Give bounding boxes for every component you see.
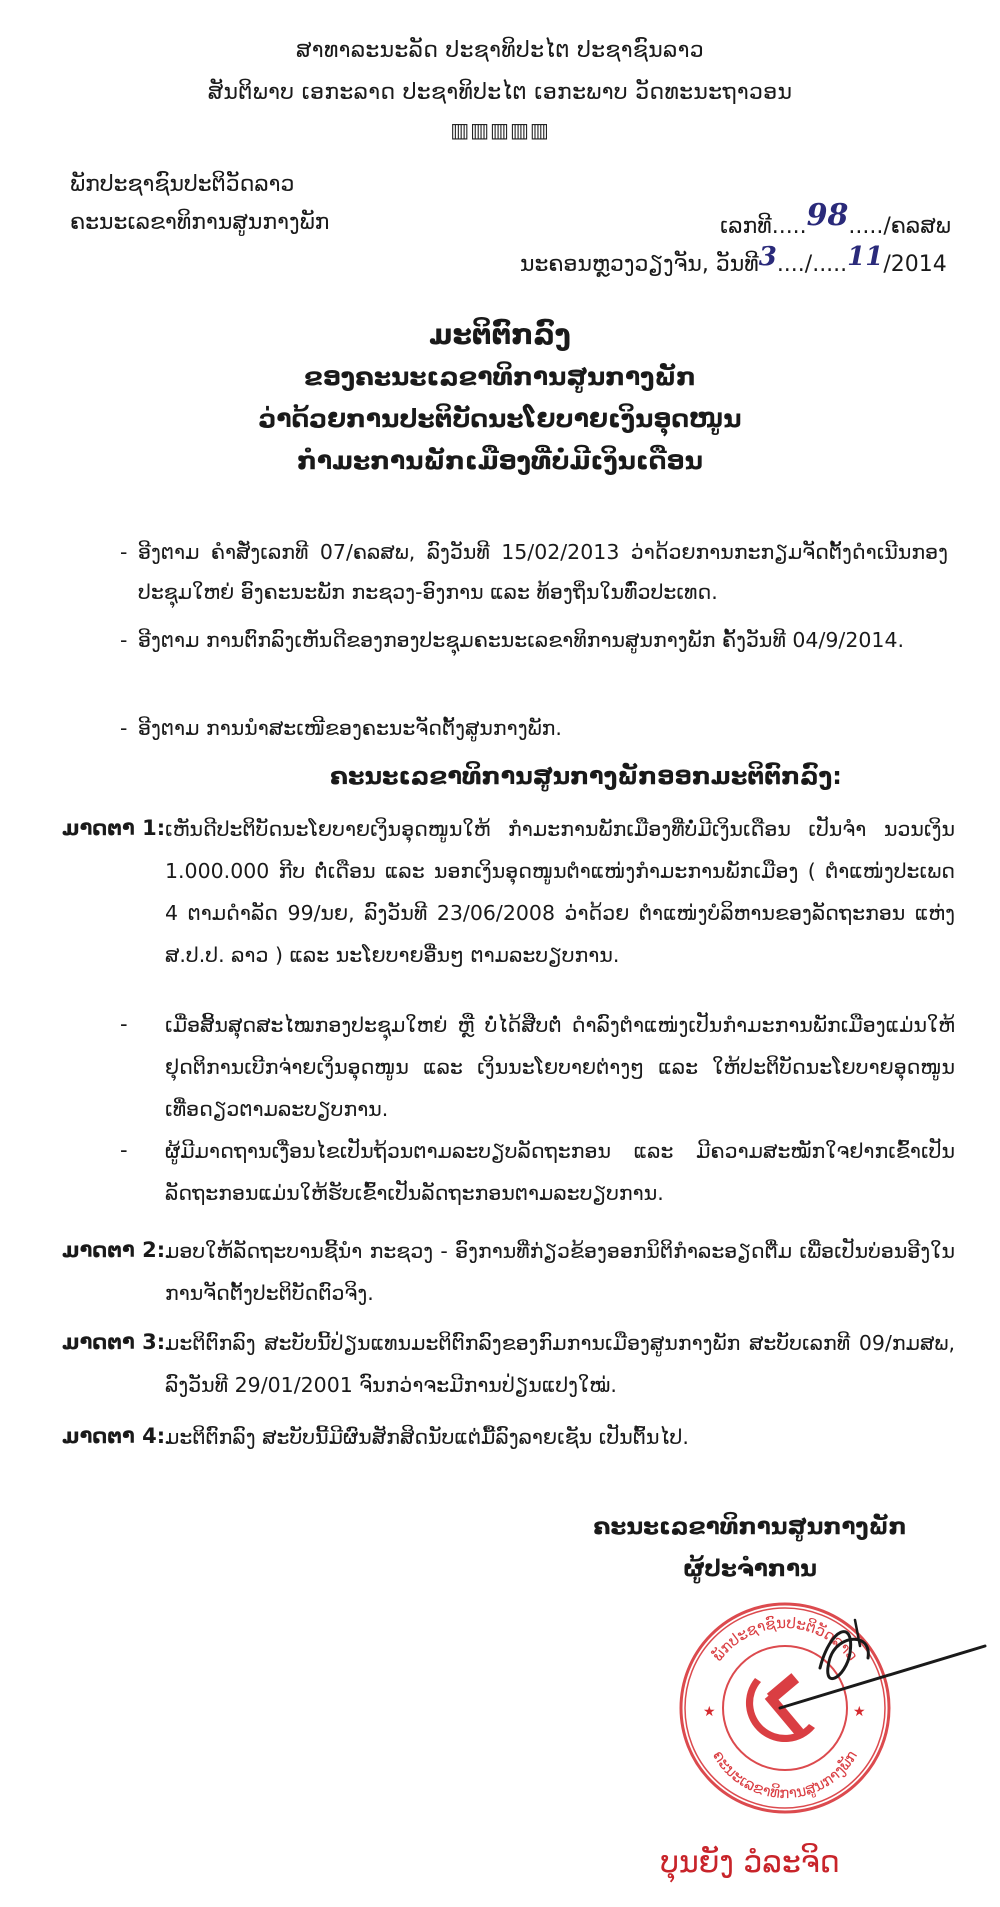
reference-number-prefix: ເລກທີ..... — [720, 214, 807, 239]
article-1-label: ມາດຕາ 1: — [62, 816, 166, 840]
place-date-prefix: ນະຄອນຫຼວງວຽງຈັນ, ວັນທີ — [520, 252, 759, 277]
reference-item-2 — [120, 620, 948, 660]
ornament-divider: ▥▥▥▥▥ — [450, 118, 550, 142]
place-date — [520, 242, 947, 278]
reference-item-1 — [120, 532, 948, 612]
date-separator: ..../..... — [776, 252, 848, 277]
signature-committee: ຄະນະເລຂາທິການສູນກາງພັກ — [593, 1514, 907, 1540]
reference-dash: - — [120, 540, 128, 564]
document-title: ມະຕິຕົກລົງ — [429, 318, 571, 351]
document-subtitle-3: ກຳມະການພັກເມືອງທີ່ບໍ່ມີເງິນເດືອນ — [297, 446, 703, 475]
national-motto: ສັນຕິພາບ ເອກະລາດ ປະຊາທິປະໄຕ ເອກະພາບ ວັດທະນະຖາວອນ — [207, 80, 793, 105]
article-3-text: ມະຕິຕົກລົງ ສະບັບນີ້ປ່ຽນແທນມະຕິຕົກລົງຂອງກົມການເມືອງສູນກາງພັກ ສະບັບເລກທີ 09/ກມສພ, ລົງວັນທີ 29/01/2001 ຈົນກວ່າຈະມີການປ່ຽນແປງໃໝ່. — [165, 1331, 955, 1397]
document-subtitle-1: ຂອງຄະນະເລຂາທິການສູນກາງພັກ — [304, 362, 696, 391]
star-left-icon: ★ — [703, 1704, 716, 1720]
article-4-text: ມະຕິຕົກລົງ ສະບັບນີ້ມີຜົນສັກສິດນັບແຕ່ມື້ລົງລາຍເຊັນ ເປັນຕົ້ນໄປ. — [165, 1425, 689, 1449]
reference-dash: - — [120, 716, 128, 740]
stamp-top-text: ພັກປະຊາຊົນປະຕິວັດລາວ — [708, 1613, 862, 1665]
article-2-label: ມາດຕາ 2: — [62, 1238, 166, 1262]
article-1-text: ເຫັນດີປະຕິບັດນະໂຍບາຍເງິນອຸດໜູນໃຫ້ ກຳມະການພັກເມືອງທີ່ບໍ່ມີເງິນເດືອນ ເປັນຈຳ ນວນເງິນ 1.000.000 ກີບ ຕໍ່ເດືອນ ແລະ ນອກເງິນອຸດໜູນຕຳແໜ່ງກຳມະການພັກເມືອງ ( ຕຳແໜ່ງປະເພດ 4 ຕາມດຳລັດ 99/ນຍ, ລົງວັນທີ 23/06/2008 ວ່າດ້ວຍ ຕຳແໜ່ງບໍລິຫານຂອງລັດຖະກອນ ແຫ່ງ ສ.ປ.ປ. ລາວ ) ແລະ ນະໂຍບາຍອື່ນໆ ຕາມລະບຽບການ. — [165, 817, 955, 967]
reference-text: ອີງຕາມ ການຕົກລົງເຫັນດີຂອງກອງປະຊຸມຄະນະເລຂາທິການສູນກາງພັກ ຄັ້ງວັນທີ 04/9/2014. — [138, 628, 905, 652]
reference-number-handwritten: 98 — [806, 198, 849, 233]
reference-text: ອີງຕາມ ຄຳສັ່ງເລກທີ 07/ຄລສພ, ລົງວັນທີ 15/02/2013 ວ່າດ້ວຍການກະກຽມຈັດຕັ້ງດຳເນີນກອງປະຊຸມໃຫຍ່ ອົງຄະນະພັກ ກະຊວງ-ອົງການ ແລະ ທ້ອງຖິ່ນໃນທົ່ວປະເທດ. — [138, 540, 948, 604]
article-4-label: ມາດຕາ 4: — [62, 1424, 166, 1448]
article-1-subitem-2-dash: - — [120, 1138, 128, 1162]
party-name: ພັກປະຊາຊົນປະຕິວັດລາວ — [70, 172, 295, 197]
signature-role: ຜູ້ປະຈຳການ — [683, 1556, 817, 1582]
article-1-subitem-1-text: ເມື່ອສິ້ນສຸດສະໄໝກອງປະຊຸມໃຫຍ່ ຫຼື ບໍ່ໄດ້ສືບຕໍ່ ດຳລົງຕຳແໜ່ງເປັນກຳມະການພັກເມືອງແມ່ນໃຫ້ຢຸດຕິການເບີກຈ່າຍເງິນອຸດໜູນ ແລະ ເງິນນະໂຍບາຍຕ່າງໆ ແລະ ໃຫ້ປະຕິບັດນະໂຍບາຍອຸດໜູນເທື່ອດຽວຕາມລະບຽບການ. — [165, 1013, 955, 1121]
decision-heading: ຄະນະເລຂາທິການສູນກາງພັກອອກມະຕິຕົກລົງ: — [330, 762, 842, 790]
reference-number — [720, 198, 951, 241]
article-1-subitem-1-dash: - — [120, 1012, 128, 1036]
signer-name: ບຸນຍັງ ວໍລະຈິດ — [660, 1845, 840, 1880]
committee-name: ຄະນະເລຂາທິການສູນກາງພັກ — [70, 210, 330, 235]
date-year: /2014 — [883, 252, 947, 277]
article-3-label: ມາດຕາ 3: — [62, 1330, 166, 1354]
date-day-handwritten: 3 — [758, 242, 777, 272]
handwritten-signature — [760, 1598, 990, 1718]
reference-number-suffix: ...../ຄລສພ — [848, 214, 951, 239]
document-subtitle-2: ວ່າດ້ວຍການປະຕິບັດນະໂຍບາຍເງິນອຸດໜູນ — [258, 404, 742, 433]
star-right-icon: ★ — [853, 1704, 866, 1720]
reference-text: ອີງຕາມ ການນຳສະເໜີຂອງຄະນະຈັດຕັ້ງສູນກາງພັກ. — [138, 716, 562, 740]
country-name: ສາທາລະນະລັດ ປະຊາທິປະໄຕ ປະຊາຊົນລາວ — [296, 38, 704, 63]
stamp-bottom-text: ຄະນະເລຂາທິການສູນກາງພັກ — [709, 1747, 861, 1803]
reference-item-3 — [120, 708, 948, 748]
article-2-text: ມອບໃຫ້ລັດຖະບານຊີ້ນຳ ກະຊວງ - ອົງການທີ່ກ່ຽວຂ້ອງອອກນິຕິກຳລະອຽດຕື່ມ ເພື່ອເປັນບ່ອນອີງໃນການຈັດຕັ້ງປະຕິບັດຕົວຈິງ. — [165, 1239, 955, 1305]
article-1-subitem-2-text: ຜູ້ມີມາດຖານເງື່ອນໄຂເປັນຖ້ວນຕາມລະບຽບລັດຖະກອນ ແລະ ມີຄວາມສະໝັກໃຈຢາກເຂົ້າເປັນລັດຖະກອນແມ່ນໃຫ້ຮັບເຂົ້າເປັນລັດຖະກອນຕາມລະບຽບການ. — [165, 1139, 955, 1205]
reference-dash: - — [120, 628, 128, 652]
date-month-handwritten: 11 — [847, 242, 884, 272]
